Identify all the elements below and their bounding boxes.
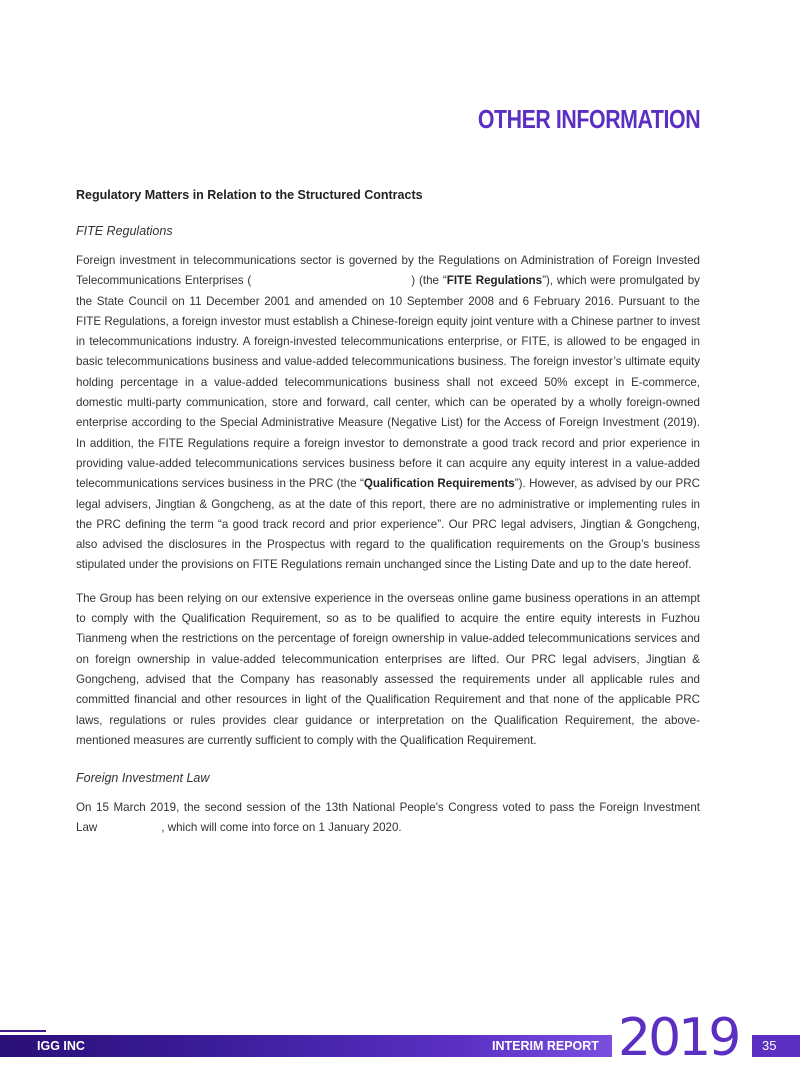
paragraph-fite-1-text-d: ”). However, as advised by our PRC legal advisers, Jingtian & Gongcheng, as at the date of this report, there are no administrative or implementing rules in the PRC defining the term “a good track record and prior experience”. Our PRC legal advisers, Jingtian & Gongcheng, also advised the disclosures in the Prospectus with regard to the qualification requirements on the Group’s business stipulated under the provisions on FITE Regulations remain unchanged since the Listing Date and up to the date hereof. <box>76 477 700 572</box>
paragraph-fil-text-a: On 15 March 2019, the second session of the 13th National People's Congress voted to pass the Foreign Investment Law <box>76 801 700 835</box>
footer-report-label: INTERIM REPORT <box>492 1039 599 1053</box>
main-content <box>76 188 700 852</box>
paragraph-fite-1 <box>76 251 700 576</box>
subheading-foreign-investment-law: Foreign Investment Law <box>76 771 210 786</box>
defined-term-qualification-requirements: Qualification Requirements <box>363 477 515 491</box>
footer-company-name: IGG INC <box>37 1039 85 1053</box>
section-heading: Regulatory Matters in Relation to the Structured Contracts <box>76 188 423 202</box>
page-number: 35 <box>762 1038 777 1053</box>
page-title: OTHER INFORMATION <box>477 104 700 134</box>
footer <box>0 1008 800 1068</box>
defined-term-fite-regulations: FITE Regulations <box>446 274 543 288</box>
paragraph-fite-2: The Group has been relying on our extensive experience in the overseas online game business operations in an attempt to comply with the Qualification Requirement, so as to be qualified to acquire the entire equity interests in Fuzhou Tianmeng when the restrictions on the percentage of foreign ownership in value-added telecommunications services and on foreign ownership in value-added telecommunication enterprises are lifted. Our PRC legal advisers, Jingtian & Gongcheng, advised that the Company has reasonably assessed the requirements under all applicable rules and committed financial and other resources in light of the Qualification Requirement and that none of the applicable PRC laws, regulations or rules provides clear guidance or interpretation on the Qualification Requirement, the above-mentioned measures are currently sufficient to comply with the Qualification Requirement. <box>76 591 700 747</box>
paragraph-fite-1-text-c: ”), which were promulgated by the State Council on 11 December 2001 and amended on 10 September 2008 and 6 February 2016. Pursuant to the FITE Regulations, a foreign investor must establish a Chinese-foreign equity joint venture with a Chinese partner to invest in telecommunications industry. A foreign-invested telecommunications enterprise, or FITE, is allowed to be engaged in basic telecommunications business and value-added telecommunications business. The foreign investor’s ultimate equity holding percentage in a value-added telecommunications business shall not exceed 50% except in E-commerce, domestic multi-party communication, store and forward, call center, which can be operated by a wholly foreign-owned enterprise according to the Special Administrative Measure (Negative List) for the Access of Foreign Investment (2019). In addition, the FITE Regulations require a foreign investor to demonstrate a good track record and prior experience in providing value-added telecommunications services business before it can acquire any equity interest in a value-added telecommunications services business in the PRC (the “ <box>76 274 700 491</box>
paragraph-fil-text-b: , which will come into force on 1 January 2020. <box>161 821 402 835</box>
footer-year-logo: 2019 <box>618 1008 739 1068</box>
footer-accent-line <box>0 1030 46 1032</box>
paragraph-fite-1-text-b: ) (the “ <box>411 274 447 288</box>
subheading-fite-regulations: FITE Regulations <box>76 224 173 238</box>
paragraph-fite-1-text-a: Foreign investment in telecommunications sector is governed by the Regulations on Administration of Foreign Invested Telecommunications Enterprises ( <box>76 254 700 288</box>
paragraph-fil <box>76 798 700 839</box>
